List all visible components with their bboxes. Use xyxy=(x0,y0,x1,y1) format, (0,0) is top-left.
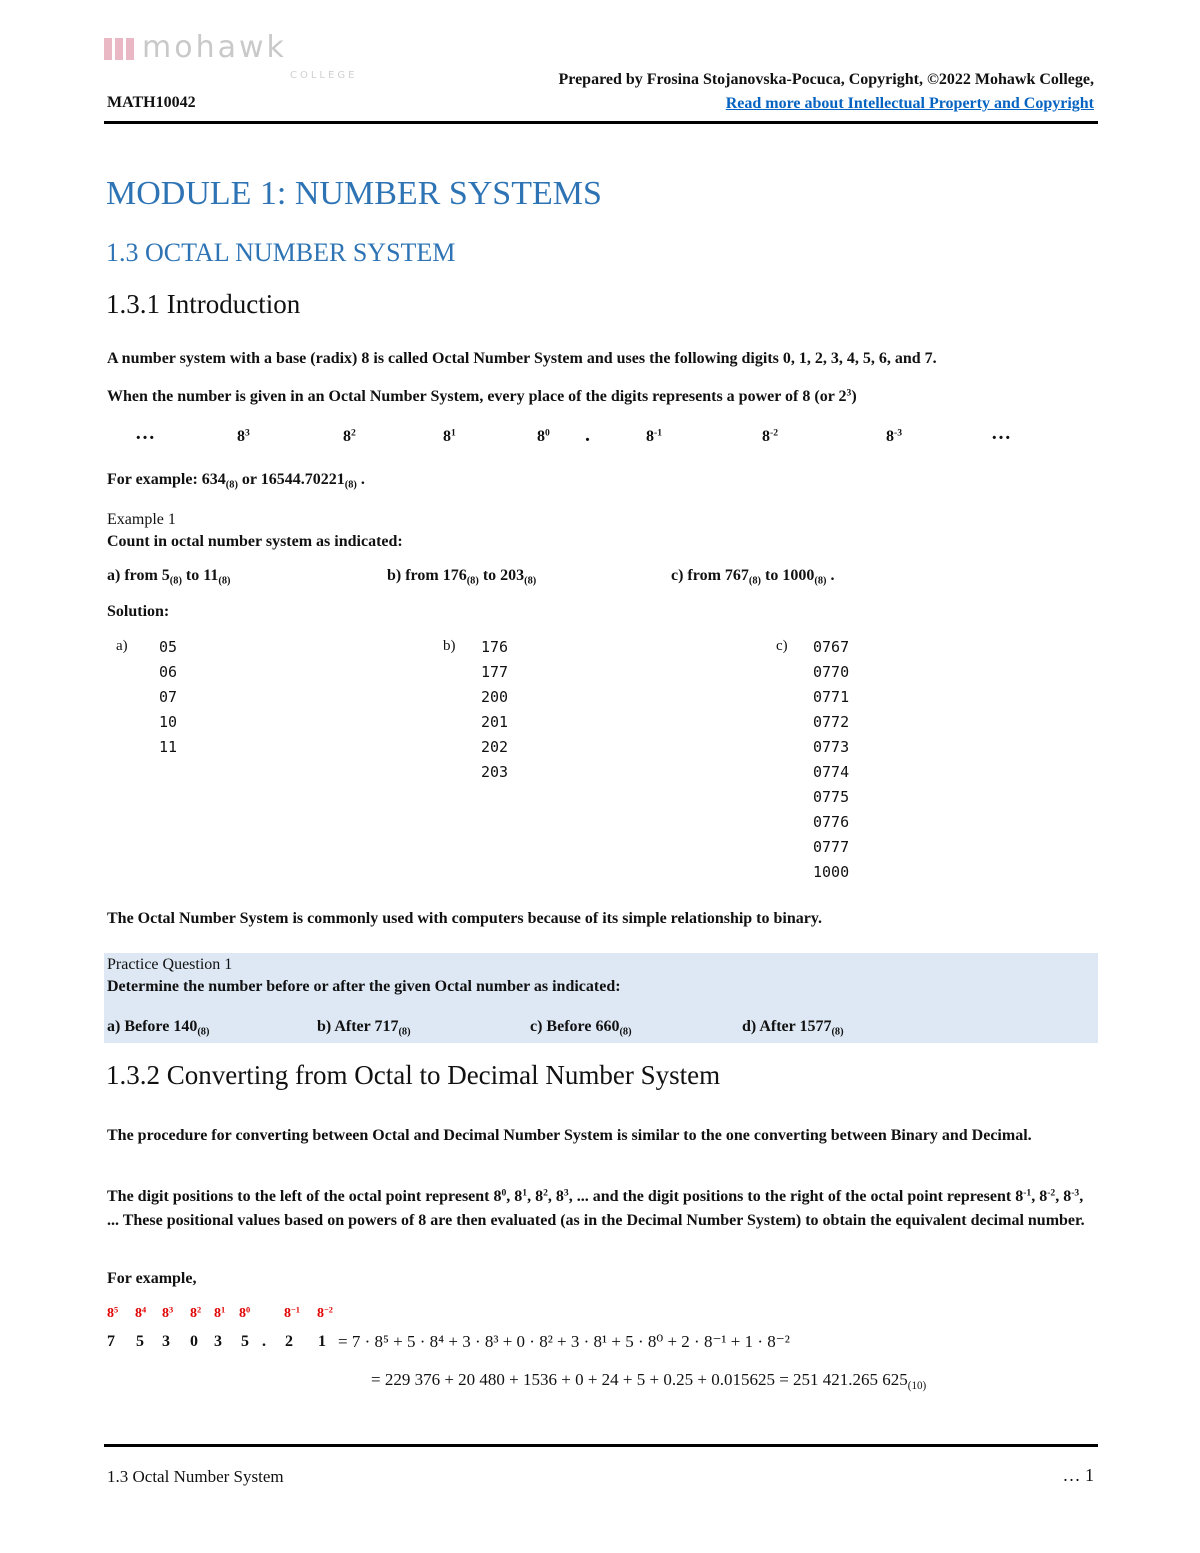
digit: 3 xyxy=(162,1333,170,1350)
place-value-paragraph: When the number is given in an Octal Number System, every place of the digits represents a power of 8 (or $2^3$) xyxy=(107,387,857,405)
red-power-4: $8^4$ xyxy=(135,1305,147,1321)
example1-part-a: a) from $5_{(8)}$ to $11_{(8)}$ xyxy=(107,567,231,587)
red-power-0: $8^0$ xyxy=(239,1305,251,1321)
power-8-0: $8^0$ xyxy=(537,427,550,445)
conversion-paragraph-1: The procedure for converting between Octal and Decimal Number System is similar to the one converting between Binary and Decimal. xyxy=(107,1127,1032,1144)
red-power-neg1: $8^{-1}$ xyxy=(284,1305,300,1321)
digit: 5 xyxy=(136,1333,144,1350)
header-rule xyxy=(104,121,1098,124)
solution-b-values: 176 177 200 201 202 203 xyxy=(481,638,509,781)
for-example-label: For example, xyxy=(107,1270,197,1287)
digit: 0 xyxy=(190,1333,198,1350)
evaluation-equation: = 229 376 + 20 480 + 1536 + 0 + 24 + 5 + 0.25 + 0.015625 = 251 421.265 $625_{(10)}$ xyxy=(371,1370,927,1392)
solution-label: Solution: xyxy=(107,603,170,620)
example1-instruction: Count in octal number system as indicated: xyxy=(107,533,403,550)
module-title: MODULE 1: NUMBER SYSTEMS xyxy=(106,175,602,212)
prepared-by: Prepared by Frosina Stojanovska-Pocuca, Copyright, ©2022 Mohawk College, xyxy=(558,71,1094,88)
practice-instruction: Determine the number before or after the given Octal number as indicated: xyxy=(107,978,621,995)
conversion-paragraph-2: The digit positions to the left of the octal point represent $8^0$, $8^1$, $8^2$, $8^3$, ... and the digit positions to the right of the octal point represent $8^{-1}$, $8^{-2}$, $8^{-3}$, ... These positional values based on powers of 8 are then evaluated (as in the Decimal Number System) to obtain the equivalent decimal number. xyxy=(107,1187,1085,1229)
practice-part-b: b) After $717_{(8)}$ xyxy=(317,1018,411,1038)
digit: 3 xyxy=(214,1333,222,1350)
binary-relationship-note: The Octal Number System is commonly used with computers because of its simple relationship to binary. xyxy=(107,910,822,927)
ellipsis-left: … xyxy=(135,422,155,444)
college-logo xyxy=(104,30,364,84)
power-8-3: $8^3$ xyxy=(237,427,250,445)
solution-c-label: c) xyxy=(776,638,788,654)
solution-b-label: b) xyxy=(443,638,456,654)
ip-copyright-link[interactable]: Read more about Intellectual Property and Copyright xyxy=(725,95,1094,112)
practice-part-a: a) Before $140_{(8)}$ xyxy=(107,1018,210,1038)
power-8-1: $8^1$ xyxy=(443,427,456,445)
solution-c-values: 0767 0770 0771 0772 0773 0774 0775 0776 0777 1000 xyxy=(813,638,850,881)
logo-mark-icon xyxy=(104,38,136,60)
octal-point: . xyxy=(262,1333,266,1350)
solution-a-label: a) xyxy=(116,638,128,654)
octal-point: . xyxy=(585,424,590,446)
practice-title: Practice Question 1 xyxy=(107,956,233,973)
logo-subtext: COLLEGE xyxy=(290,70,358,81)
footer-section: 1.3 Octal Number System xyxy=(107,1467,284,1486)
intro-heading: 1.3.1 Introduction xyxy=(106,289,301,319)
example1-part-c: c) from $767_{(8)}$ to $1000_{(8)}$ . xyxy=(671,567,835,587)
solution-a-values: 05 06 07 10 11 xyxy=(159,638,178,756)
footer-rule xyxy=(104,1444,1098,1447)
ellipsis-right: … xyxy=(991,422,1011,444)
conversion-heading: 1.3.2 Converting from Octal to Decimal Number System xyxy=(106,1060,721,1090)
octal-example-line: For example: $634_{(8)}$ or $16544.70221_{(8)}$ . xyxy=(107,471,365,491)
intro-paragraph: A number system with a base (radix) 8 is called Octal Number System and uses the following digits 0, 1, 2, 3, 4, 5, 6, and 7. xyxy=(107,350,937,367)
digit: 2 xyxy=(285,1333,293,1350)
course-code: MATH10042 xyxy=(107,94,196,111)
power-8-2: $8^2$ xyxy=(343,427,356,445)
practice-part-c: c) Before $660_{(8)}$ xyxy=(530,1018,632,1038)
example1-part-b: b) from $176_{(8)}$ to $203_{(8)}$ xyxy=(387,567,537,587)
power-8-neg2: $8^{-2}$ xyxy=(762,427,778,445)
red-power-5: $8^5$ xyxy=(107,1305,119,1321)
page-number: … 1 xyxy=(1062,1465,1094,1485)
practice-part-d: d) After $1577_{(8)}$ xyxy=(742,1018,844,1038)
red-power-1: $8^1$ xyxy=(214,1305,226,1321)
digit: 5 xyxy=(241,1333,249,1350)
expansion-equation: = 7 · 8⁵ + 5 · 8⁴ + 3 · 8³ + 0 · 8² + 3 · 8¹ + 5 · 8⁰ + 2 · 8⁻¹ + 1 · 8⁻² xyxy=(338,1332,790,1351)
digit: 1 xyxy=(318,1333,326,1350)
red-power-3: $8^3$ xyxy=(162,1305,174,1321)
red-power-2: $8^2$ xyxy=(190,1305,202,1321)
digit: 7 xyxy=(107,1333,115,1350)
red-power-neg2: $8^{-2}$ xyxy=(317,1305,333,1321)
power-8-neg3: $8^{-3}$ xyxy=(886,427,902,445)
example1-title: Example 1 xyxy=(107,511,176,528)
power-8-neg1: $8^{-1}$ xyxy=(646,427,662,445)
logo-wordmark: mohawk xyxy=(142,30,287,65)
section-title: 1.3 OCTAL NUMBER SYSTEM xyxy=(106,238,456,267)
